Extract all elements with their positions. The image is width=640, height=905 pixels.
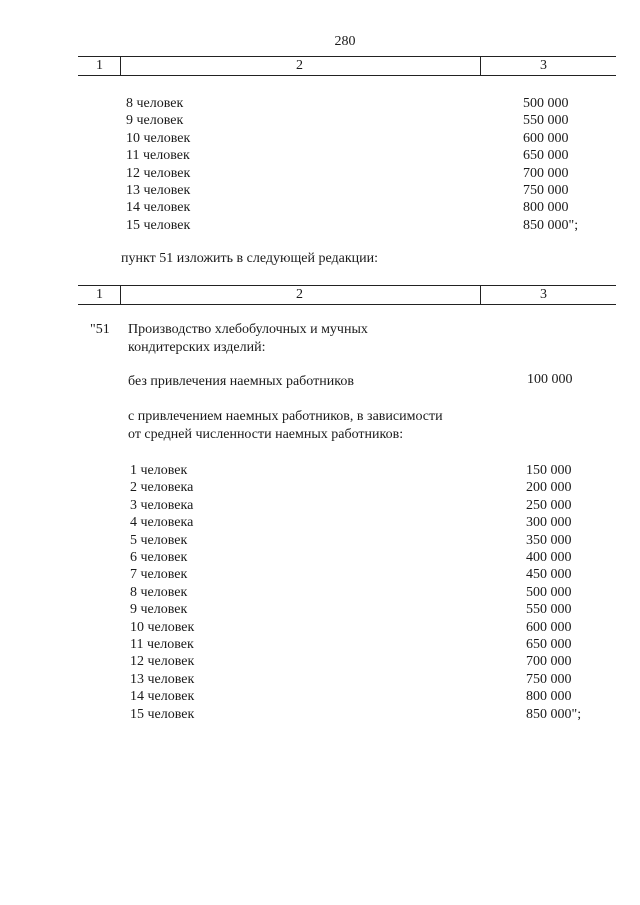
- item-title-line-2: кондитерских изделий:: [128, 340, 266, 355]
- list-item: [126, 165, 606, 182]
- no-workers-value: 100 000: [527, 372, 573, 387]
- worker-count-label: 14 человек: [130, 689, 195, 705]
- instruction-text: пункт 51 изложить в следующей редакции:: [121, 251, 378, 266]
- tax-value: 250 000: [526, 497, 572, 513]
- worker-count-label: 15 человек: [130, 706, 195, 722]
- tax-value: 200 000: [526, 480, 572, 496]
- worker-count-label: 14 человек: [126, 200, 191, 216]
- list-item: [130, 619, 610, 636]
- list-item: [130, 671, 610, 688]
- worker-count-label: 11 человек: [126, 148, 190, 164]
- worker-count-label: 2 человека: [130, 480, 194, 496]
- tax-value: 700 000: [526, 654, 572, 670]
- tax-value: 700 000: [523, 165, 569, 181]
- worker-count-label: 10 человек: [126, 130, 191, 146]
- list-item: [130, 462, 610, 479]
- tax-value: 800 000: [526, 689, 572, 705]
- table-header-2: [78, 285, 616, 305]
- list-item: [126, 95, 606, 112]
- header-col-2: 2: [296, 58, 303, 73]
- worker-count-label: 1 человек: [130, 463, 188, 478]
- page-number: 280: [334, 34, 356, 49]
- tax-value: 850 000";: [523, 217, 579, 233]
- item-title-line-1: Производство хлебобулочных и мучных: [128, 322, 368, 337]
- no-workers-label: без привлечения наемных работников: [128, 374, 354, 389]
- list-item: [126, 130, 606, 147]
- list-item: [126, 217, 606, 234]
- header-col-3: 3: [540, 58, 547, 73]
- list-item: [130, 566, 610, 583]
- tax-value: 600 000: [526, 619, 572, 635]
- worker-count-label: 10 человек: [130, 619, 195, 635]
- worker-count-label: 8 человек: [126, 96, 184, 111]
- with-workers-line-2: от средней численности наемных работников:: [128, 427, 404, 442]
- tax-value: 650 000: [523, 148, 569, 164]
- tax-value: 650 000: [526, 637, 572, 652]
- tax-value: 850 000";: [526, 706, 582, 722]
- worker-count-label: 12 человек: [126, 165, 191, 181]
- table-header-1: [78, 56, 616, 76]
- worker-count-label: 13 человек: [126, 183, 191, 198]
- worker-count-label: 9 человек: [130, 602, 188, 618]
- worker-count-label: 3 человека: [130, 497, 194, 513]
- list-item: [130, 706, 610, 723]
- tax-value: 550 000: [526, 602, 572, 618]
- list-item: [130, 636, 610, 653]
- list-item: [130, 653, 610, 670]
- with-workers-line-1: с привлечением наемных работников, в зависимости: [128, 409, 443, 424]
- header-col-3: 3: [540, 287, 547, 302]
- header-col-1: 1: [96, 287, 103, 302]
- worker-count-label: 5 человек: [130, 532, 188, 548]
- item-number: "51: [90, 322, 110, 337]
- list-item: [126, 112, 606, 129]
- tax-value: 800 000: [523, 200, 569, 216]
- list-item: [130, 549, 610, 566]
- tax-value: 500 000: [526, 584, 572, 600]
- list-item: [130, 601, 610, 618]
- list-item: [126, 182, 606, 199]
- list-item: [126, 199, 606, 216]
- worker-count-label: 13 человек: [130, 671, 195, 687]
- list-item: [130, 497, 610, 514]
- tax-value: 400 000: [526, 550, 572, 565]
- worker-count-label: 7 человек: [130, 567, 188, 583]
- tax-value: 550 000: [523, 113, 569, 129]
- list-item: [126, 147, 606, 164]
- worker-count-label: 11 человек: [130, 637, 194, 652]
- worker-count-label: 4 человека: [130, 515, 194, 531]
- tax-value: 750 000: [523, 183, 569, 198]
- tax-value: 300 000: [526, 515, 572, 531]
- worker-count-label: 8 человек: [130, 584, 188, 600]
- tax-value: 150 000: [526, 463, 572, 478]
- list-item: [130, 532, 610, 549]
- list-item: [130, 584, 610, 601]
- worker-count-label: 9 человек: [126, 113, 184, 129]
- tax-value: 350 000: [526, 532, 572, 548]
- tax-value: 450 000: [526, 567, 572, 583]
- header-col-2: 2: [296, 287, 303, 302]
- worker-count-label: 15 человек: [126, 217, 191, 233]
- header-col-1: 1: [96, 58, 103, 73]
- worker-count-label: 12 человек: [130, 654, 195, 670]
- worker-count-label: 6 человек: [130, 550, 188, 565]
- list-item: [130, 514, 610, 531]
- tax-value: 750 000: [526, 671, 572, 687]
- tax-value: 600 000: [523, 130, 569, 146]
- list-item: [130, 688, 610, 705]
- list-item: [130, 479, 610, 496]
- tax-value: 500 000: [523, 96, 569, 111]
